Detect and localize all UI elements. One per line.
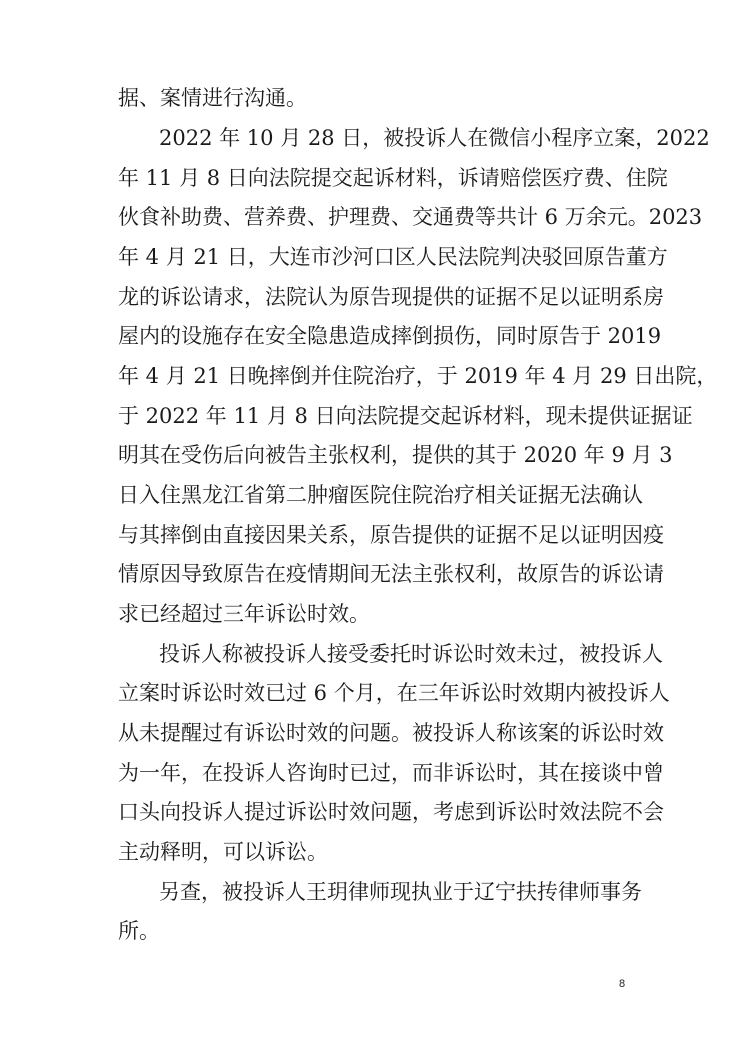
text-line: 伙食补助费、营养费、护理费、交通费等共计 6 万余元。2023	[118, 205, 703, 229]
text-line: 明其在受伤后向被告主张权利，提供的其于 2020 年 9 月 3	[118, 443, 673, 467]
text-line: 于 2022 年 11 月 8 日向法院提交起诉材料，现未提供证据证	[118, 404, 693, 428]
text-line: 年 4 月 21 日晚摔倒并住院治疗，于 2019 年 4 月 29 日出院，	[118, 364, 718, 388]
paragraph-first-line: 投诉人称被投诉人接受委托时诉讼时效未过，被投诉人	[159, 642, 663, 666]
paragraph-first-line: 2022 年 10 月 28 日，被投诉人在微信小程序立案，2022	[159, 126, 710, 150]
paragraph-first-line: 另查，被投诉人王玥律师现执业于辽宁扶抟律师事务	[159, 880, 642, 904]
text-line: 屋内的设施存在安全隐患造成摔倒损伤，同时原告于 2019	[118, 324, 662, 348]
text-line: 日入住黑龙江省第二肿瘤医院住院治疗相关证据无法确认	[118, 483, 643, 507]
text-line: 所。	[118, 919, 160, 943]
text-line: 据、案情进行沟通。	[118, 86, 307, 110]
text-line: 主动释明，可以诉讼。	[118, 840, 328, 864]
text-line: 口头向投诉人提过诉讼时效问题，考虑到诉讼时效法院不会	[118, 800, 664, 824]
page-number: 8	[619, 978, 626, 990]
text-line: 年 4 月 21 日，大连市沙河口区人民法院判决驳回原告董方	[118, 245, 668, 269]
text-line: 为一年，在投诉人咨询时已过，而非诉讼时，其在接谈中曾	[118, 761, 664, 785]
text-line: 年 11 月 8 日向法院提交起诉材料，诉请赔偿医疗费、住院	[118, 166, 668, 190]
text-line: 立案时诉讼时效已过 6 个月，在三年诉讼时效期内被投诉人	[118, 681, 670, 705]
text-line: 与其摔倒由直接因果关系，原告提供的证据不足以证明因疫	[118, 523, 664, 547]
text-line: 情原因导致原告在疫情期间无法主张权利，故原告的诉讼请	[118, 562, 664, 586]
text-line: 龙的诉讼请求，法院认为原告现提供的证据不足以证明系房	[118, 285, 664, 309]
text-line: 从未提醒过有诉讼时效的问题。被投诉人称该案的诉讼时效	[118, 721, 664, 745]
text-line: 求已经超过三年诉讼时效。	[118, 602, 370, 626]
